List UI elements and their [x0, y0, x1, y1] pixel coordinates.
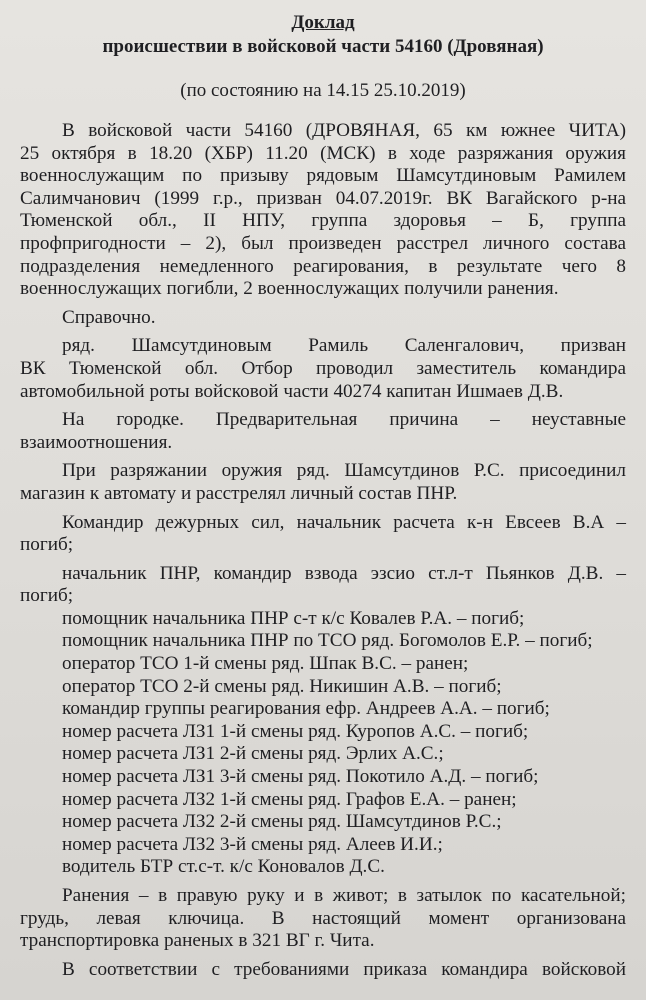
text-line: На городке. Предварительная причина – неуставные [62, 409, 626, 431]
text-line: Командир дежурных сил, начальник расчета к-н Евсеев В.А – [62, 511, 626, 533]
list-item: номер расчета ЛЗ2 1-й смены ряд. Графов Е.А. – ранен; [62, 788, 517, 810]
action-paragraph [20, 460, 626, 505]
text-line: транспортировка раненых в 321 ВГ г. Чита. [20, 930, 375, 952]
intro-paragraph [20, 120, 626, 301]
list-item: оператор ТСО 1-й смены ряд. Шпак В.С. – ранен; [62, 653, 469, 675]
text-line: магазин к автомату и расстрелял личный состав ПНР. [20, 482, 458, 504]
text-line: Ранения – в правую руку и в живот; в затылок по касательной; [62, 885, 626, 906]
list-item: номер расчета ЛЗ1 3-й смены ряд. Покотило А.Д. – погиб; [62, 766, 539, 788]
text-line: взаимоотношения. [20, 431, 173, 453]
list-item: номер расчета ЛЗ1 2-й смены ряд. Эрлих А.С.; [62, 743, 444, 765]
list-item: номер расчета ЛЗ1 1-й смены ряд. Куропов А.С. – погиб; [62, 720, 529, 742]
list-item: номер расчета ЛЗ2 3-й смены ряд. Алеев И.И.; [62, 833, 443, 855]
text-line: погиб; [20, 534, 74, 556]
text-line: военнослужащих погибли, 2 военнослужащих получили ранения. [20, 278, 559, 300]
list-item: помощник начальника ПНР по ТСО ряд. Богомолов Е.Р. – погиб; [62, 630, 593, 652]
reference-label: Справочно. [62, 306, 156, 328]
commander-paragraph [20, 512, 626, 557]
text-line: начальник ПНР, командир взвода эзсио ст.л-т Пьянков Д.В. – [62, 562, 626, 584]
text-line: ряд. Шамсутдиновым Рамиль Саленгалович, призван [62, 335, 626, 357]
list-item: помощник начальника ПНР с-т к/с Ковалев Р.А. – погиб; [62, 607, 525, 629]
status-date: (по состоянию на 14.15 25.10.2019) [180, 80, 466, 101]
text-line: автомобильной роты войсковой части 40274 капитан Ишмаев Д.В. [20, 380, 564, 402]
text-line: военнослужащим по призыву рядовым Шамсутдиновым Рамилем [20, 165, 626, 187]
document-title: Доклад [291, 12, 355, 33]
personnel-list [20, 608, 626, 879]
text-line: грудь, левая ключица. В настоящий момент организована [20, 907, 626, 929]
wounds-paragraph [20, 885, 626, 953]
text-line: Тюменской обл., II НПУ, группа здоровья – Б, группа [20, 210, 626, 232]
text-line: Салимчанович (1999 г.р., призван 04.07.2019г. ВК Вагайского р-на [20, 187, 626, 209]
text-line: погиб; [20, 585, 74, 607]
document-subtitle: происшествии в войсковой части 54160 (Дровяная) [102, 36, 544, 57]
list-item: командир группы реагирования ефр. Андреев А.А. – погиб; [62, 698, 550, 720]
pnr-chief-paragraph [20, 563, 626, 608]
text-line: профпригодности – 2), был произведен расстрел личного состава [20, 232, 626, 254]
list-item: номер расчета ЛЗ2 2-й смены ряд. Шамсутдинов Р.С.; [62, 811, 502, 833]
list-item: оператор ТСО 2-й смены ряд. Никишин А.В. – погиб; [62, 675, 502, 697]
final-line: В соответствии с требованиями приказа командира войсковой [62, 958, 626, 980]
text-line: подразделения немедленного реагирования, в результате чего 8 [20, 255, 626, 277]
location-paragraph [20, 409, 626, 454]
list-item: водитель БТР ст.с-т. к/с Коновалов Д.С. [62, 856, 385, 878]
text-line: При разряжании оружия ряд. Шамсутдинов Р.С. присоединил [62, 460, 626, 482]
text-line: ВК Тюменской обл. Отбор проводил заместитель командира [20, 357, 626, 379]
text-line: В войсковой части 54160 (ДРОВЯНАЯ, 65 км южнее ЧИТА) [62, 120, 626, 141]
reference-paragraph [20, 335, 626, 403]
text-line: 25 октября в 18.20 (ХБР) 11.20 (МСК) в ходе разряжания оружия [20, 142, 626, 164]
document-body [20, 120, 626, 981]
